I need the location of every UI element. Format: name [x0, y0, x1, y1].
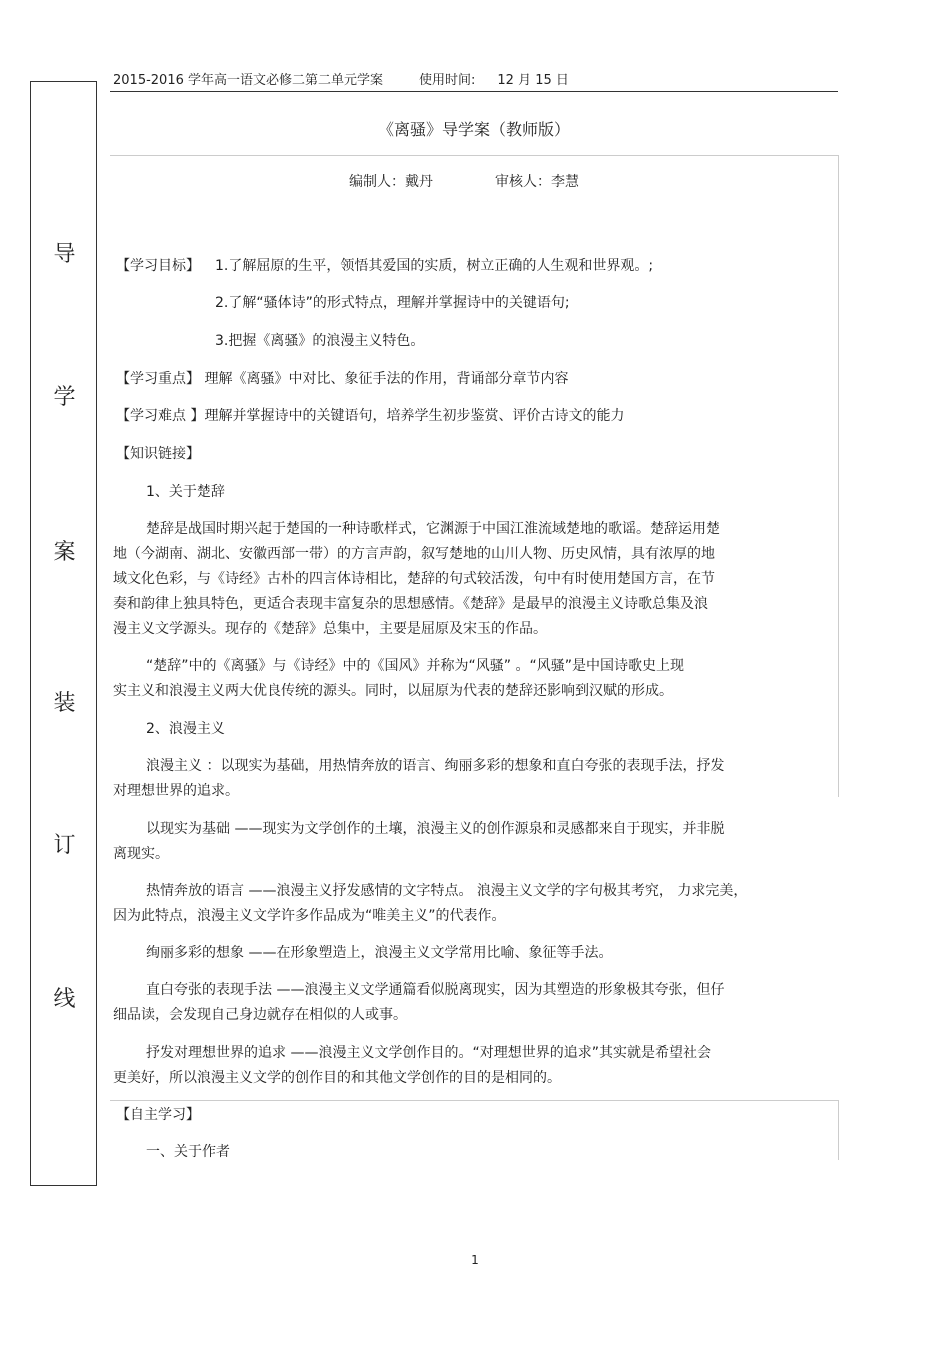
paragraph-line: 抒发对理想世界的追求 ——浪漫主义文学创作目的。“对理想世界的追求”其实就是希望社会: [146, 1045, 711, 1061]
section-heading: 2、浪漫主义: [146, 721, 225, 737]
binding-char: 导: [53, 242, 76, 267]
objective-item: 1.了解屈原的生平，领悟其爱国的实质，树立正确的人生观和世界观。;: [215, 258, 654, 274]
key-points: 【学习重点】 理解《离骚》中对比、象征手法的作用，背诵部分章节内容: [116, 371, 569, 387]
paragraph-line: 因为此特点，浪漫主义文学许多作品成为“唯美主义”的代表作。: [113, 908, 506, 924]
date-value: 12 月 15 日: [497, 73, 569, 88]
paragraph-line: 更美好，所以浪漫主义文学的创作目的和其他文学创作的目的是相同的。: [113, 1070, 561, 1086]
paragraph-line: 离现实。: [113, 846, 169, 862]
paragraph-line: 奏和韵律上独具特色，更适合表现丰富复杂的思想感情。《楚辞》是最早的浪漫主义诗歌总集及浪: [113, 596, 708, 612]
time-label: 使用时间:: [419, 73, 476, 88]
document-title: 《离骚》导学案（教师版）: [377, 120, 570, 139]
binding-char: 装: [53, 691, 76, 716]
paragraph-line: 地（今湖南、湖北、安徽西部一带）的方言声韵，叙写楚地的山川人物、历史风情，具有浓厚的地: [113, 546, 715, 562]
paragraph-line: 楚辞是战国时期兴起于楚国的一种诗歌样式，它渊源于中国江淮流域楚地的歌谣。楚辞运用楚: [146, 521, 720, 537]
page-number: 1: [471, 1253, 479, 1267]
paragraph-line: “楚辞”中的《离骚》与《诗经》中的《国风》并称为“风骚” 。“风骚”是中国诗歌史上现: [146, 658, 684, 674]
table-rule: [110, 155, 838, 156]
paragraph-line: 细品读，会发现自己身边就存在相似的人或事。: [113, 1007, 407, 1023]
binding-char: 订: [53, 833, 76, 858]
paragraph-line: 绚丽多彩的想象 ——在形象塑造上，浪漫主义文学常用比喻、象征等手法。: [146, 945, 613, 961]
paragraph-line: 以现实为基础 ——现实为文学创作的土壤，浪漫主义的创作源泉和灵感都来自于现实，并非脱: [146, 821, 725, 837]
objective-item: 2.了解“骚体诗”的形式特点，理解并掌握诗中的关键语句;: [215, 295, 570, 311]
section-heading: 1、关于楚辞: [146, 484, 225, 500]
table-rule: [110, 1100, 838, 1101]
table-border: [838, 1100, 839, 1160]
binding-char: 案: [53, 540, 76, 565]
binding-char: 学: [53, 385, 76, 410]
paragraph-line: 浪漫主义 ：以现实为基础，用热情奔放的语言、绚丽多彩的想象和直白夸张的表现手法，抒发: [146, 758, 725, 774]
table-border: [838, 155, 839, 797]
paragraph-line: 热情奔放的语言 ——浪漫主义抒发感情的文字特点。 浪漫主义文学的字句极其考究， 力求完美，: [146, 883, 748, 899]
knowledge-label: 【知识链接】: [116, 446, 200, 462]
paragraph-line: 域文化色彩，与《诗经》古朴的四言体诗相比，楚辞的句式较活泼，句中有时使用楚国方言，在节: [113, 571, 715, 587]
editor-name: 编制人：戴丹: [349, 174, 433, 190]
paragraph-line: 实主义和浪漫主义两大优良传统的源头。同时，以屈原为代表的楚辞还影响到汉赋的形成。: [113, 683, 673, 699]
objectives-label: 【学习目标】: [116, 258, 200, 274]
section-heading: 一、关于作者: [146, 1144, 230, 1160]
paragraph-line: 直白夸张的表现手法 ——浪漫主义文学通篇看似脱离现实，因为其塑造的形象极其夸张，但仔: [146, 982, 725, 998]
self-study-label: 【自主学习】: [116, 1107, 200, 1123]
binding-char: 线: [53, 987, 76, 1012]
reviewer-name: 审核人：李慧: [495, 174, 579, 190]
page-header: [113, 69, 569, 88]
course-title: 2015-2016 学年高一语文必修二第二单元学案: [113, 73, 383, 88]
binding-margin: [30, 81, 97, 1186]
difficulties: 【学习难点 】理解并掌握诗中的关键语句，培养学生初步鉴赏、评价古诗文的能力: [116, 408, 625, 424]
paragraph-line: 对理想世界的追求。: [113, 783, 239, 799]
objective-item: 3.把握《离骚》的浪漫主义特色。: [215, 333, 425, 349]
paragraph-line: 漫主义文学源头。现存的《楚辞》总集中，主要是屈原及宋玉的作品。: [113, 621, 547, 637]
header-rule: [110, 91, 838, 92]
authors-line: [349, 171, 579, 191]
